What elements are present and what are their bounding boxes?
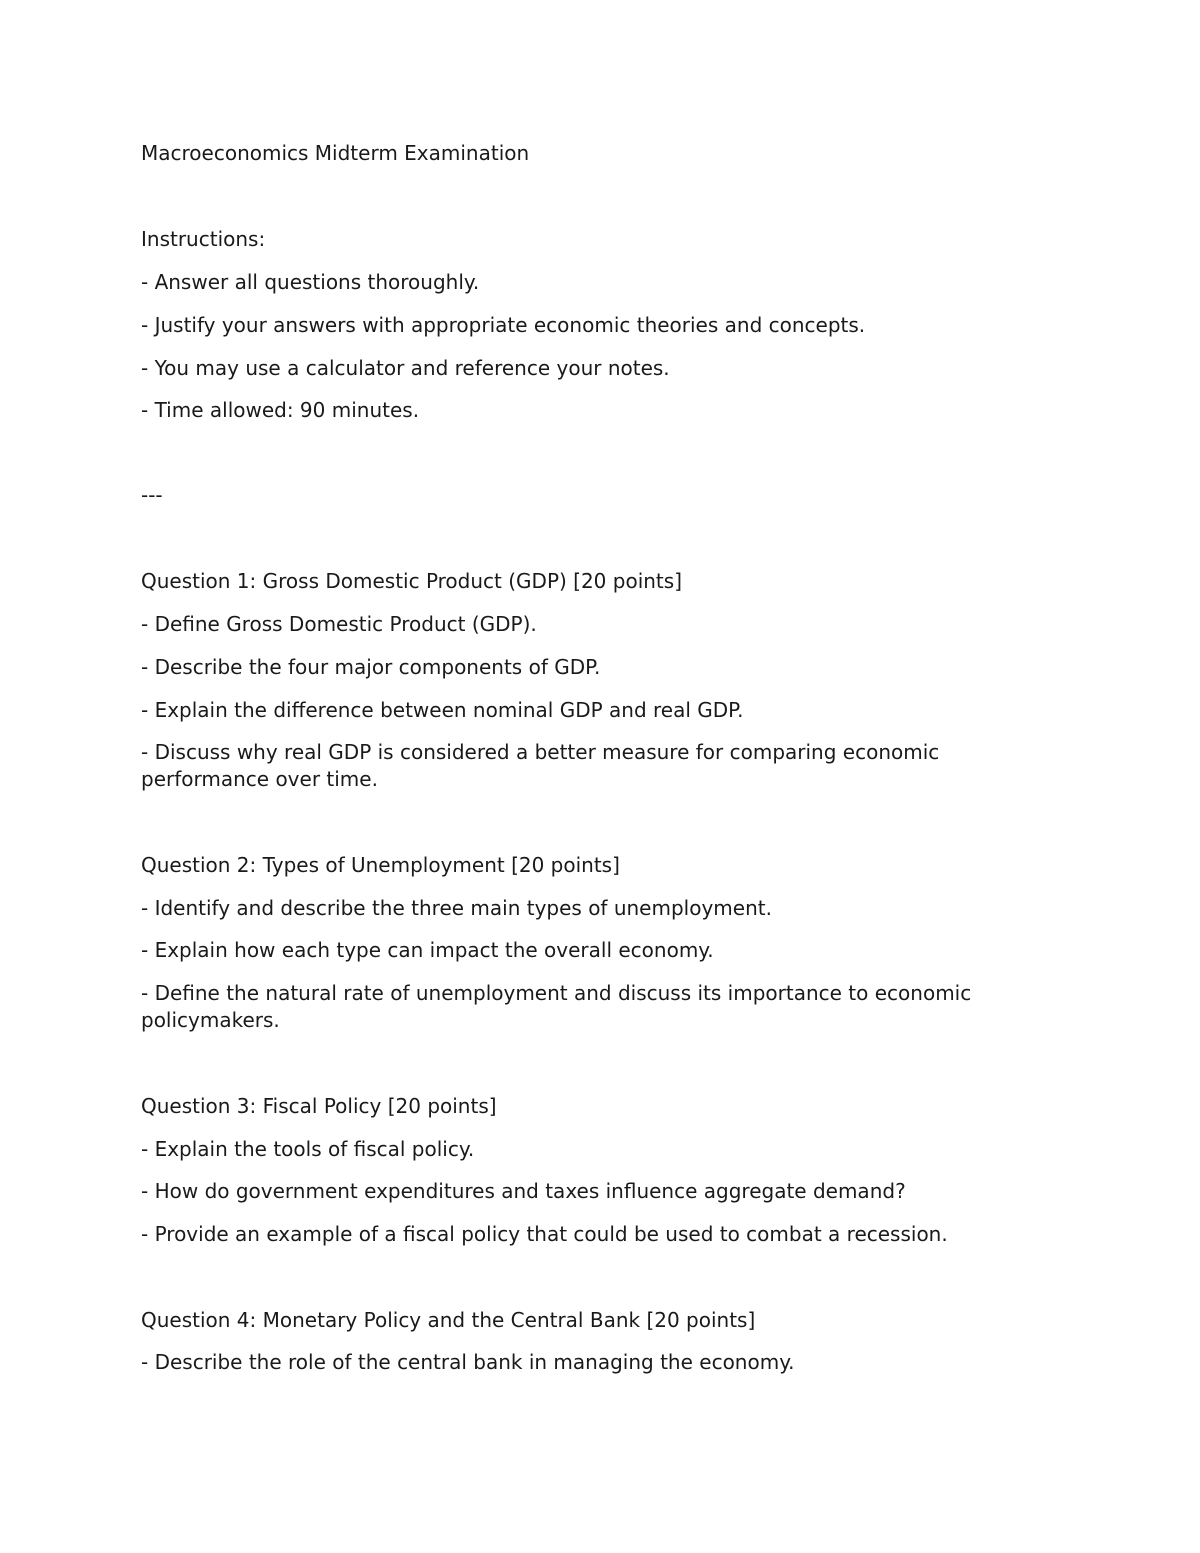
question-2-heading: Question 2: Types of Unemployment [20 points] bbox=[141, 853, 620, 877]
question-3-item: - Explain the tools of fiscal policy. bbox=[141, 1137, 475, 1161]
instruction-item: - Justify your answers with appropriate economic theories and concepts. bbox=[141, 313, 866, 337]
instructions-heading: Instructions: bbox=[141, 227, 266, 251]
instruction-item: - Answer all questions thoroughly. bbox=[141, 270, 480, 294]
question-1-item: - Describe the four major components of GDP. bbox=[141, 655, 601, 679]
instruction-item: - You may use a calculator and reference your notes. bbox=[141, 356, 670, 380]
question-3-heading: Question 3: Fiscal Policy [20 points] bbox=[141, 1094, 497, 1118]
question-1-heading: Question 1: Gross Domestic Product (GDP) [20 points] bbox=[141, 569, 682, 593]
question-4-heading: Question 4: Monetary Policy and the Central Bank [20 points] bbox=[141, 1308, 756, 1332]
question-1-item: - Discuss why real GDP is considered a better measure for comparing economic performance over time. bbox=[141, 740, 946, 791]
question-4-item: - Describe the role of the central bank in managing the economy. bbox=[141, 1350, 795, 1374]
question-1-item: - Define Gross Domestic Product (GDP). bbox=[141, 612, 537, 636]
question-1-item: - Explain the difference between nominal GDP and real GDP. bbox=[141, 698, 744, 722]
question-3-item: - Provide an example of a fiscal policy that could be used to combat a recession. bbox=[141, 1222, 948, 1246]
question-2-item: - Define the natural rate of unemployment and discuss its importance to economic policymakers. bbox=[141, 981, 978, 1032]
section-separator: --- bbox=[141, 483, 163, 507]
question-3-item: - How do government expenditures and taxes influence aggregate demand? bbox=[141, 1179, 906, 1203]
exam-title: Macroeconomics Midterm Examination bbox=[141, 141, 530, 165]
instruction-item: - Time allowed: 90 minutes. bbox=[141, 398, 420, 422]
question-2-item: - Explain how each type can impact the overall economy. bbox=[141, 938, 714, 962]
question-2-item: - Identify and describe the three main types of unemployment. bbox=[141, 896, 772, 920]
